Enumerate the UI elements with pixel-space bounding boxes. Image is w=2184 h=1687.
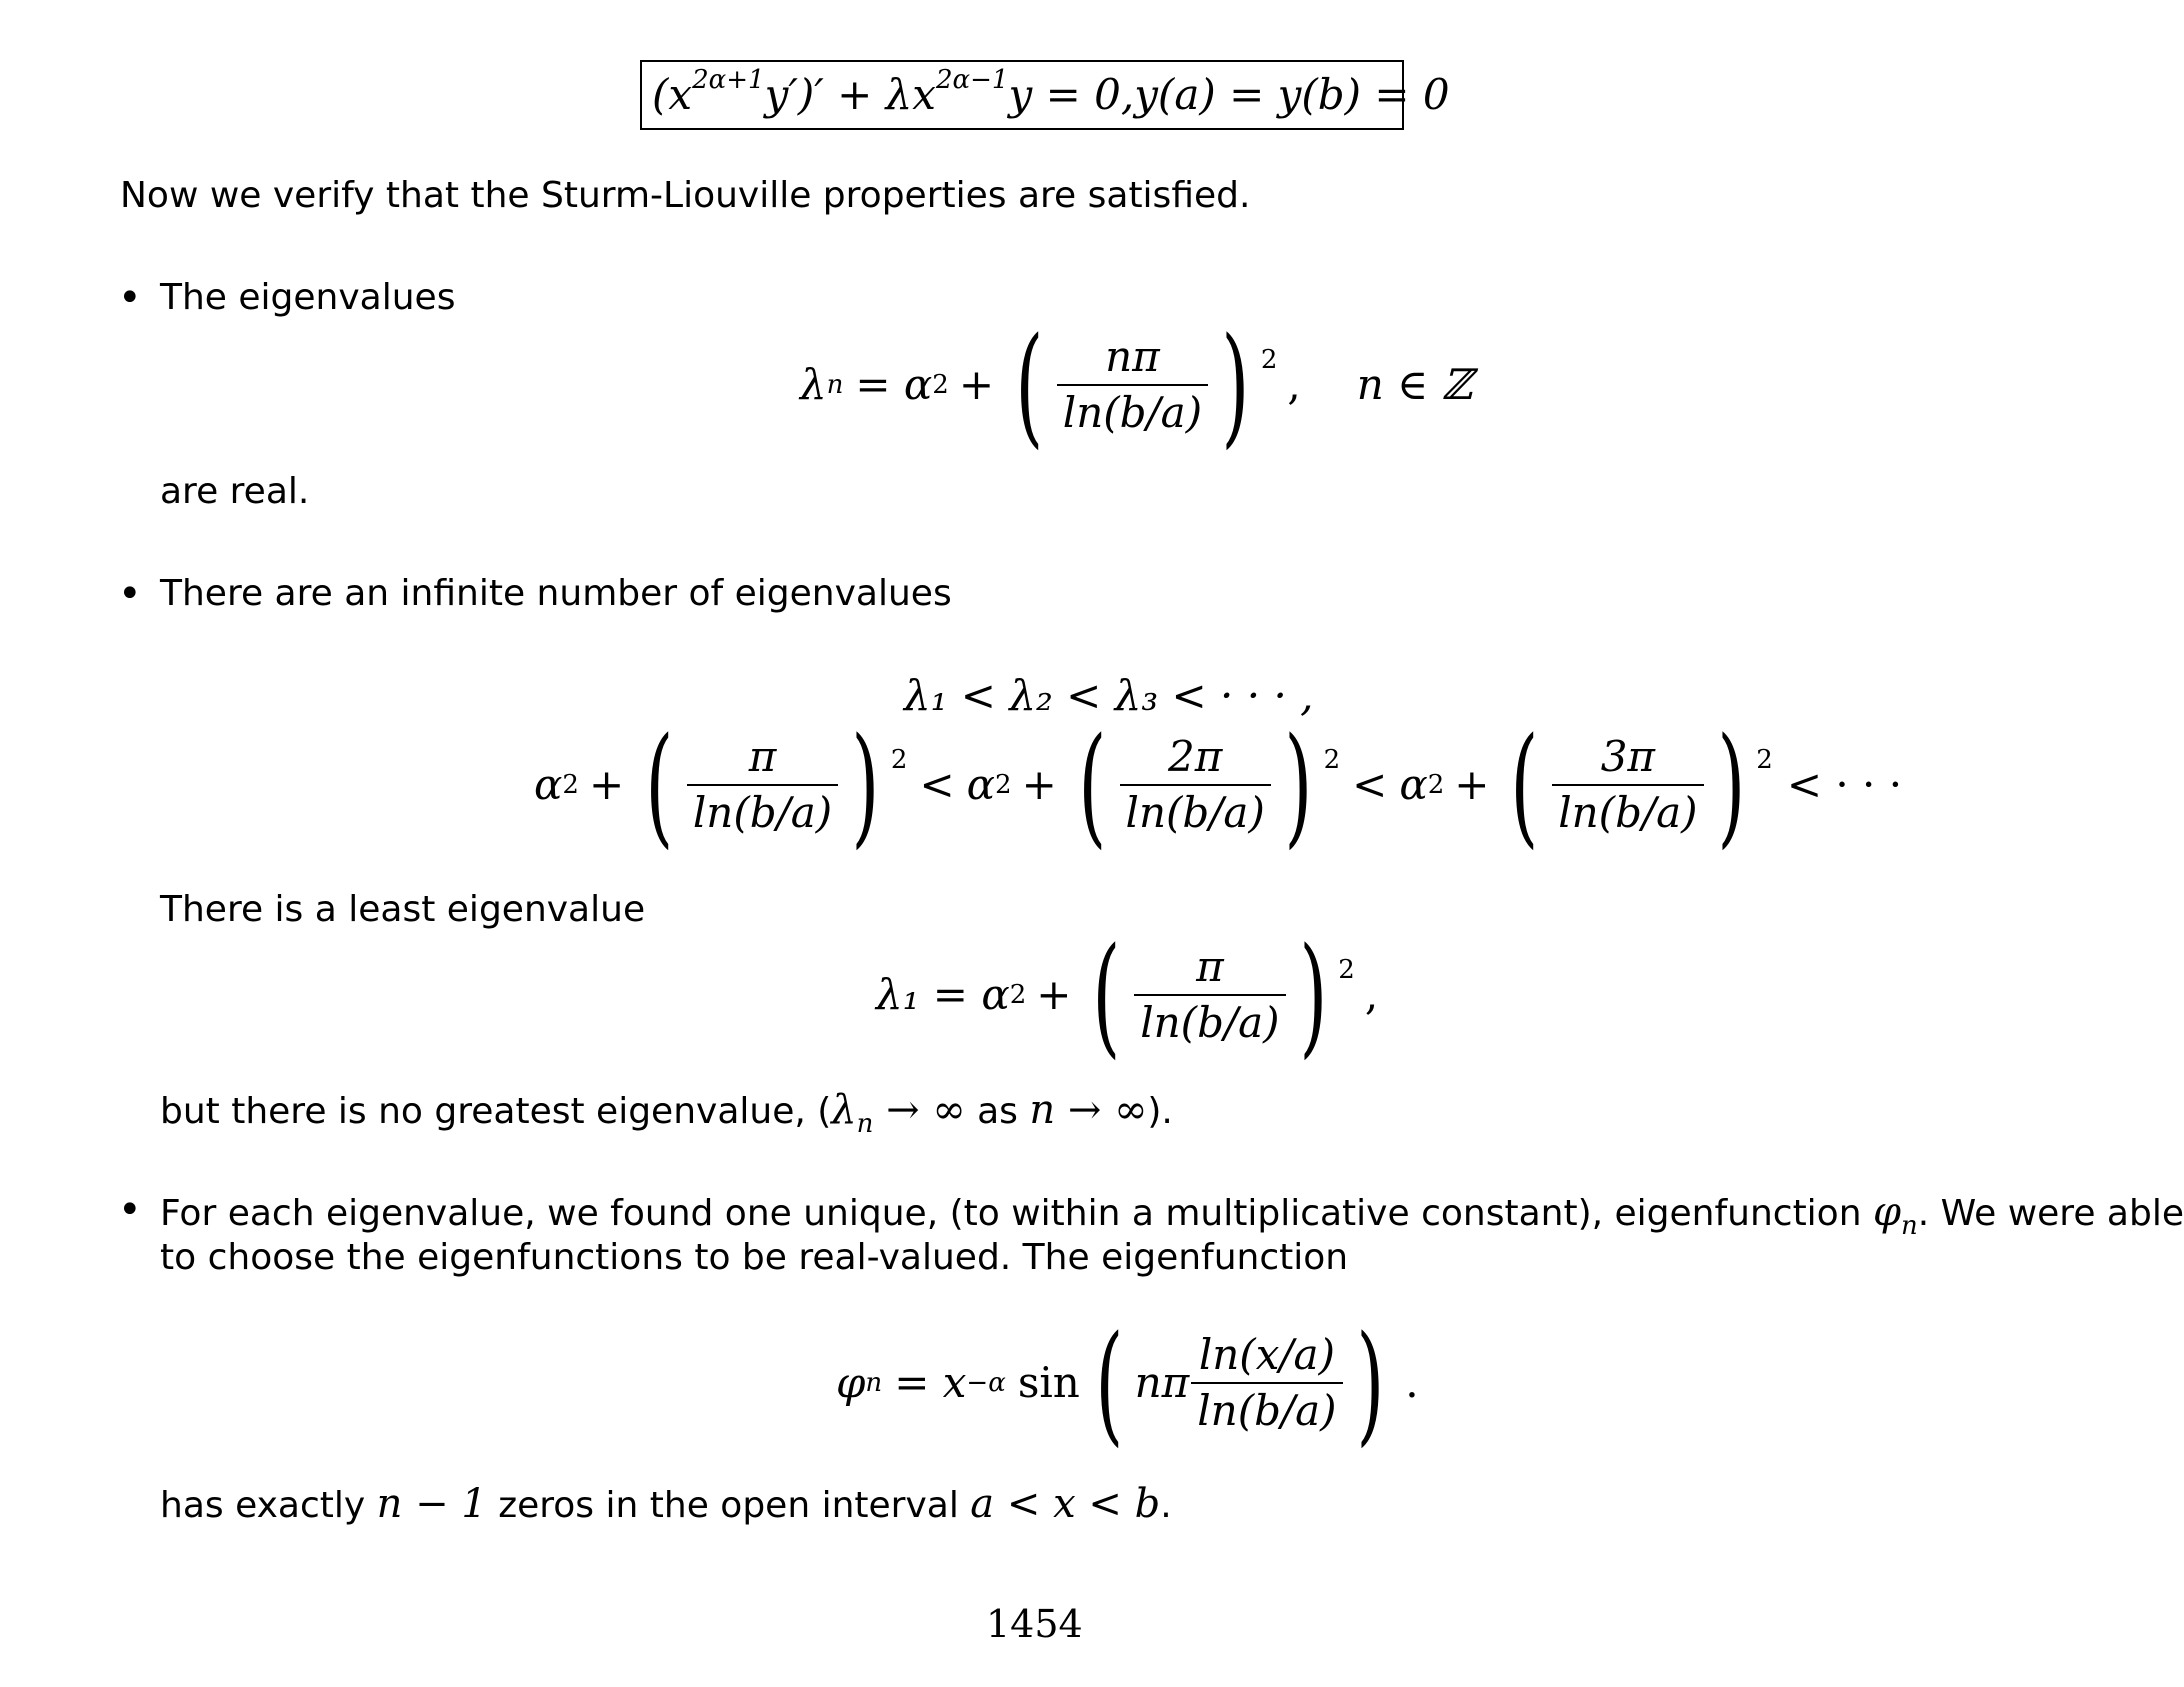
page-number: 1454 [986,1602,1083,1646]
bullet-3-tail-end: . [1160,1485,1172,1526]
eigenvalue-chain: λ₁ < λ₂ < λ₃ < · · · , [904,671,1314,720]
sequence-den-3: ln(b/a) [1558,788,1698,837]
eigenfunction-formula: φ n = x −α sin ( nπ $\frac{\ln(x/a)}{\ln(b/a)}$ ) . [836,1307,1419,1459]
bullet-2-tail-end: ). [1147,1091,1173,1132]
eigenfunction-den: ln(b/a) [1197,1386,1337,1435]
bullet-2-tail-lambda: λ [831,1087,857,1133]
eigenvalue-condition: n ∈ ℤ [1356,360,1473,409]
bullet-1-lead: The eigenvalues [160,277,456,318]
least-num: π [1134,944,1285,996]
bullet-1-tail: are real. [160,471,310,512]
bullet-2-tail-as: as [965,1091,1030,1132]
bullet-3-tail-interval: a < x < b [970,1481,1161,1527]
eigenvalue-frac-den: ln(b/a) [1062,388,1203,437]
sequence-num-2: 2π [1120,734,1271,786]
eigenfunction-num: ln(x/a) [1191,1332,1342,1384]
bullet-2-tail-text: but there is no greatest eigenvalue, ( [160,1091,832,1132]
eigenvalue-frac-num: nπ [1057,334,1208,386]
eigenfunction-sin: sin [1017,1358,1080,1407]
bullet-3-tail [160,1480,1172,1528]
eigenvalue-lambda: λ [800,360,827,409]
bullet-3-tail-math: n − 1 [376,1481,487,1527]
bullet-2-lead: There are an infinite number of eigenvalues [160,573,952,614]
eigenvalue-mid: = α [855,360,933,409]
bullet-2-tail-lambda-sub: n [856,1109,874,1140]
eigenfunction-npi: nπ [1134,1358,1190,1407]
eigenvalue-sequence: α 2 + ( $\frac{\pi}{\ln(b/a)}$ ) 2 < α 2 + ( $\frac{2\pi}{\ln(b/a)}$ ) 2 < α 2 + ( $\frac{3\pi}{\ln(b/a)}$ ) 2 < · · · [534,709,1903,861]
eigenvalue-formula: λ n = α 2 + ( $\frac{n\pi}{\ln(b/a)}$ ) 2 , n ∈ ℤ [800,309,1473,461]
boxed-equation-lhs: $(x^{2\alpha+1}y')' + \lambda x^{2\alpha-1}y = 0$, [652,65,1135,119]
bullet-2-tail [160,1086,1173,1148]
least-den: ln(b/a) [1140,998,1280,1047]
boxed-equation [640,60,1450,130]
sequence-num-3: 3π [1552,734,1703,786]
least-fraction [1134,944,1285,1046]
sequence-den-1: ln(b/a) [692,788,833,837]
eigenfunction-fraction [1191,1332,1342,1434]
bullet-3-phi: φ [1872,1189,1901,1235]
bullet-3-tail-mid: zeros in the open interval [486,1485,971,1526]
least-eigenvalue-lead: There is a least eigenvalue [160,889,646,930]
bullet-2-tail-n: n → ∞ [1029,1087,1148,1133]
bullet-3-tail-pre: has exactly [160,1485,377,1526]
bullet-3-line-2: to choose the eigenfunctions to be real-valued. The eigenfunction [160,1237,1349,1278]
least-lhs: λ₁ = α [876,970,1010,1019]
intro-text: Now we verify that the Sturm-Liouville properties are satisfied. [120,175,1251,216]
eigenfunction-mid: = x [894,1358,967,1407]
bullet-2-marker: • [118,571,142,617]
sequence-num-1: π [687,734,838,786]
bullet-1-marker: • [118,275,142,321]
eigenfunction-phi: φ [836,1358,866,1407]
bullet-3-phi-sub: n [1901,1211,1918,1242]
bullet-3-marker: • [118,1187,142,1233]
sequence-fraction-1 [687,734,838,836]
sequence-fraction-2 [1120,734,1271,836]
bullet-3-line-1-end: . We were able [1917,1193,2184,1234]
boxed-equation-bc: y(a) = y(b) = 0 [1134,70,1450,119]
sequence-fraction-3 [1552,734,1703,836]
bullet-2-tail-arrow: → ∞ [873,1087,966,1133]
eigenvalue-fraction [1057,334,1208,436]
bullet-3-line-1-text: For each eigenvalue, we found one unique, (to within a multiplicative constant), eigenfunction [160,1193,1873,1234]
least-eigenvalue-formula: λ₁ = α 2 + ( $\frac{\pi}{\ln(b/a)}$ ) 2 , [876,919,1379,1071]
sequence-den-2: ln(b/a) [1125,788,1265,837]
